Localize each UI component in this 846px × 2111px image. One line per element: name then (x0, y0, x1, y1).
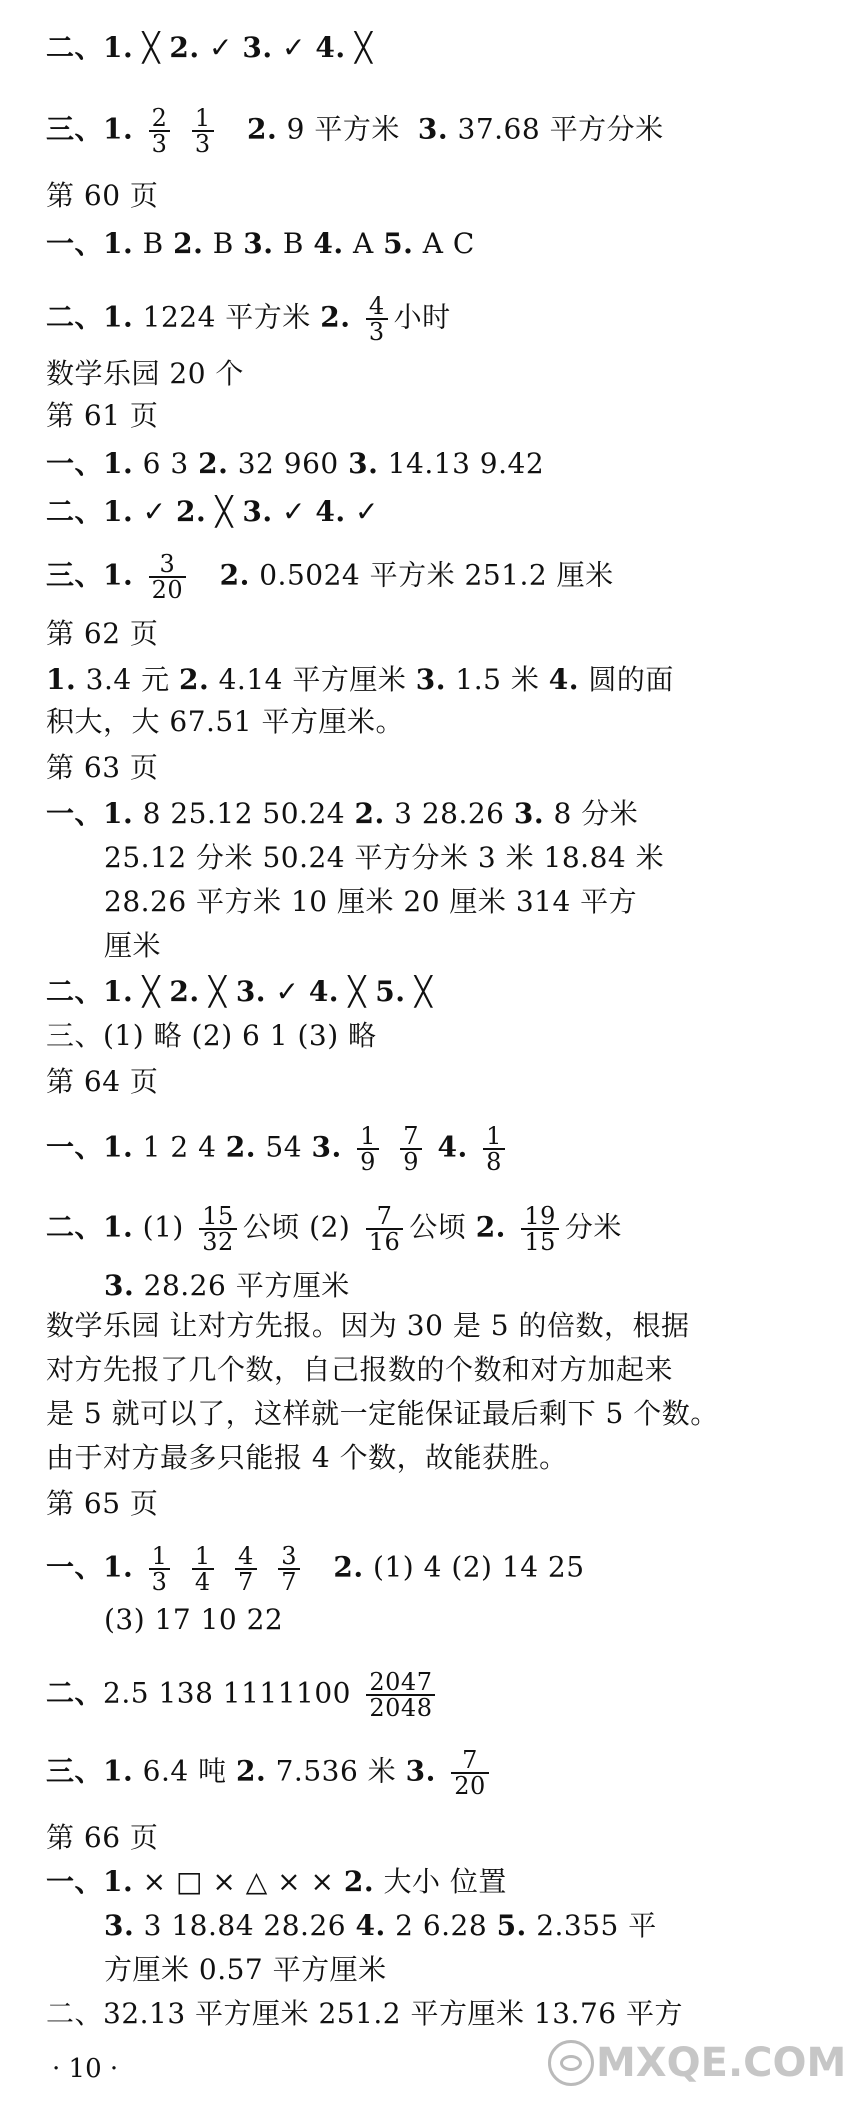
fraction: $\frac{19}{15}$ (521, 1204, 559, 1254)
answer-line: 1. 3.4 元 2. 4.14 平方厘米 3. 1.5 米 4. 圆的面 (46, 663, 674, 696)
page-heading: 第 65 页 (46, 1487, 159, 1520)
fraction: $\frac{1}{8}$ (483, 1124, 505, 1174)
watermark-chat-icon (548, 2040, 594, 2086)
answer-line: 二、1. ╳ 2. ✓ 3. ✓ 4. ╳ (46, 31, 373, 64)
answer-line: 积大，大 67.51 平方厘米。 (46, 705, 404, 738)
answer-line: 三、1. $\frac{3}{20}$ 2. 0.5024 平方米 251.2 厘米 (46, 550, 614, 604)
fraction: $\frac{7}{9}$ (400, 1124, 422, 1174)
fun-section: 是 5 就可以了，这样就一定能保证最后剩下 5 个数。 (46, 1397, 719, 1430)
fraction: $\frac{7}{20}$ (451, 1748, 489, 1798)
watermark: MXQE.COM (596, 2040, 846, 2086)
fraction: $\frac{1}{4}$ (192, 1544, 214, 1594)
fraction: $\frac{15}{32}$ (199, 1204, 237, 1254)
answer-line: 三、1. 6.4 吨 2. 7.536 米 3. $\frac{7}{20}$ (46, 1748, 723, 1798)
answer-line: 二、32.13 平方厘米 251.2 平方厘米 13.76 平方 (46, 1997, 683, 2030)
fraction: $\frac{1}{3}$ (192, 106, 214, 156)
answer-line: 一、1. B 2. B 3. B 4. A 5. A C (46, 227, 475, 260)
answer-line: 二、1. 1224 平方米 2. $\frac{4}{3}$ 小时 (46, 292, 451, 346)
answer-line: 一、1. 1 2 4 2. 54 3. $\frac{1}{9}$ $\frac{7}{9}$ 4. $\frac{1}{8}$ (46, 1124, 723, 1174)
answer-line: 25.12 分米 50.24 平方分米 3 米 18.84 米 (104, 841, 665, 874)
fun-section: 数学乐园 让对方先报。因为 30 是 5 的倍数，根据 (46, 1309, 690, 1342)
page-heading: 第 63 页 (46, 751, 159, 784)
fun-section: 数学乐园 20 个 (46, 357, 244, 390)
fun-section: 由于对方最多只能报 4 个数，故能获胜。 (46, 1441, 568, 1474)
fraction: $\frac{7}{16}$ (366, 1204, 404, 1254)
page-heading: 第 64 页 (46, 1065, 159, 1098)
fun-section: 对方先报了几个数，自己报数的个数和对方加起来 (46, 1353, 674, 1386)
answer-line: 一、1. 6 3 2. 32 960 3. 14.13 9.42 (46, 447, 545, 480)
page-heading: 第 60 页 (46, 179, 159, 212)
fraction: $\frac{1}{9}$ (357, 1124, 379, 1174)
answer-line: 3. 3 18.84 28.26 4. 2 6.28 5. 2.355 平 (104, 1909, 657, 1942)
fraction: $\frac{4}{7}$ (235, 1544, 257, 1594)
page-heading: 第 66 页 (46, 1821, 159, 1854)
answer-line: 二、2.5 138 1111100 $\frac{2047}{2048}$ (46, 1670, 723, 1720)
answer-line: 厘米 (104, 929, 162, 962)
fraction: $\frac{4}{3}$ (366, 294, 388, 344)
answer-line: 一、1. 8 25.12 50.24 2. 3 28.26 3. 8 分米 (46, 797, 639, 830)
fraction: $\frac{3}{7}$ (278, 1544, 300, 1594)
answer-line: 二、1. ╳ 2. ╳ 3. ✓ 4. ╳ 5. ╳ (46, 975, 433, 1008)
answer-line: 一、1. $\frac{1}{3}$ $\frac{1}{4}$ $\frac{4}{7}$ $\frac{3}{7}$ 2. (1) 4 (2) 14 25 (46, 1542, 585, 1596)
answer-line: 三、(1) 略 (2) 6 1 (3) 略 (46, 1019, 377, 1052)
answer-line: 方厘米 0.57 平方厘米 (104, 1953, 387, 1986)
fraction: $\frac{3}{20}$ (149, 552, 187, 602)
answer-line: 二、1. (1) $\frac{15}{32}$ 公顷 (2) $\frac{7}{16}$ 公顷 2. $\frac{19}{15}$ 分米 (46, 1202, 622, 1256)
fraction: $\frac{2047}{2048}$ (366, 1670, 435, 1720)
answer-line: 3. 28.26 平方厘米 (104, 1269, 350, 1302)
page-number: · 10 · (52, 2054, 119, 2084)
answer-line: 28.26 平方米 10 厘米 20 厘米 314 平方 (104, 885, 638, 918)
answer-line: 一、1. × □ × △ × × 2. 大小 位置 (46, 1865, 507, 1898)
answer-line: (3) 17 10 22 (104, 1603, 284, 1636)
fraction: $\frac{2}{3}$ (149, 106, 171, 156)
answer-line: 二、1. ✓ 2. ╳ 3. ✓ 4. ✓ (46, 495, 380, 528)
answer-line: 三、1. $\frac{2}{3}$ $\frac{1}{3}$ 2. 9 平方米 3. 37.68 平方分米 (46, 104, 664, 158)
page-heading: 第 61 页 (46, 399, 159, 432)
page-heading: 第 62 页 (46, 617, 159, 650)
fraction: $\frac{1}{3}$ (149, 1544, 171, 1594)
